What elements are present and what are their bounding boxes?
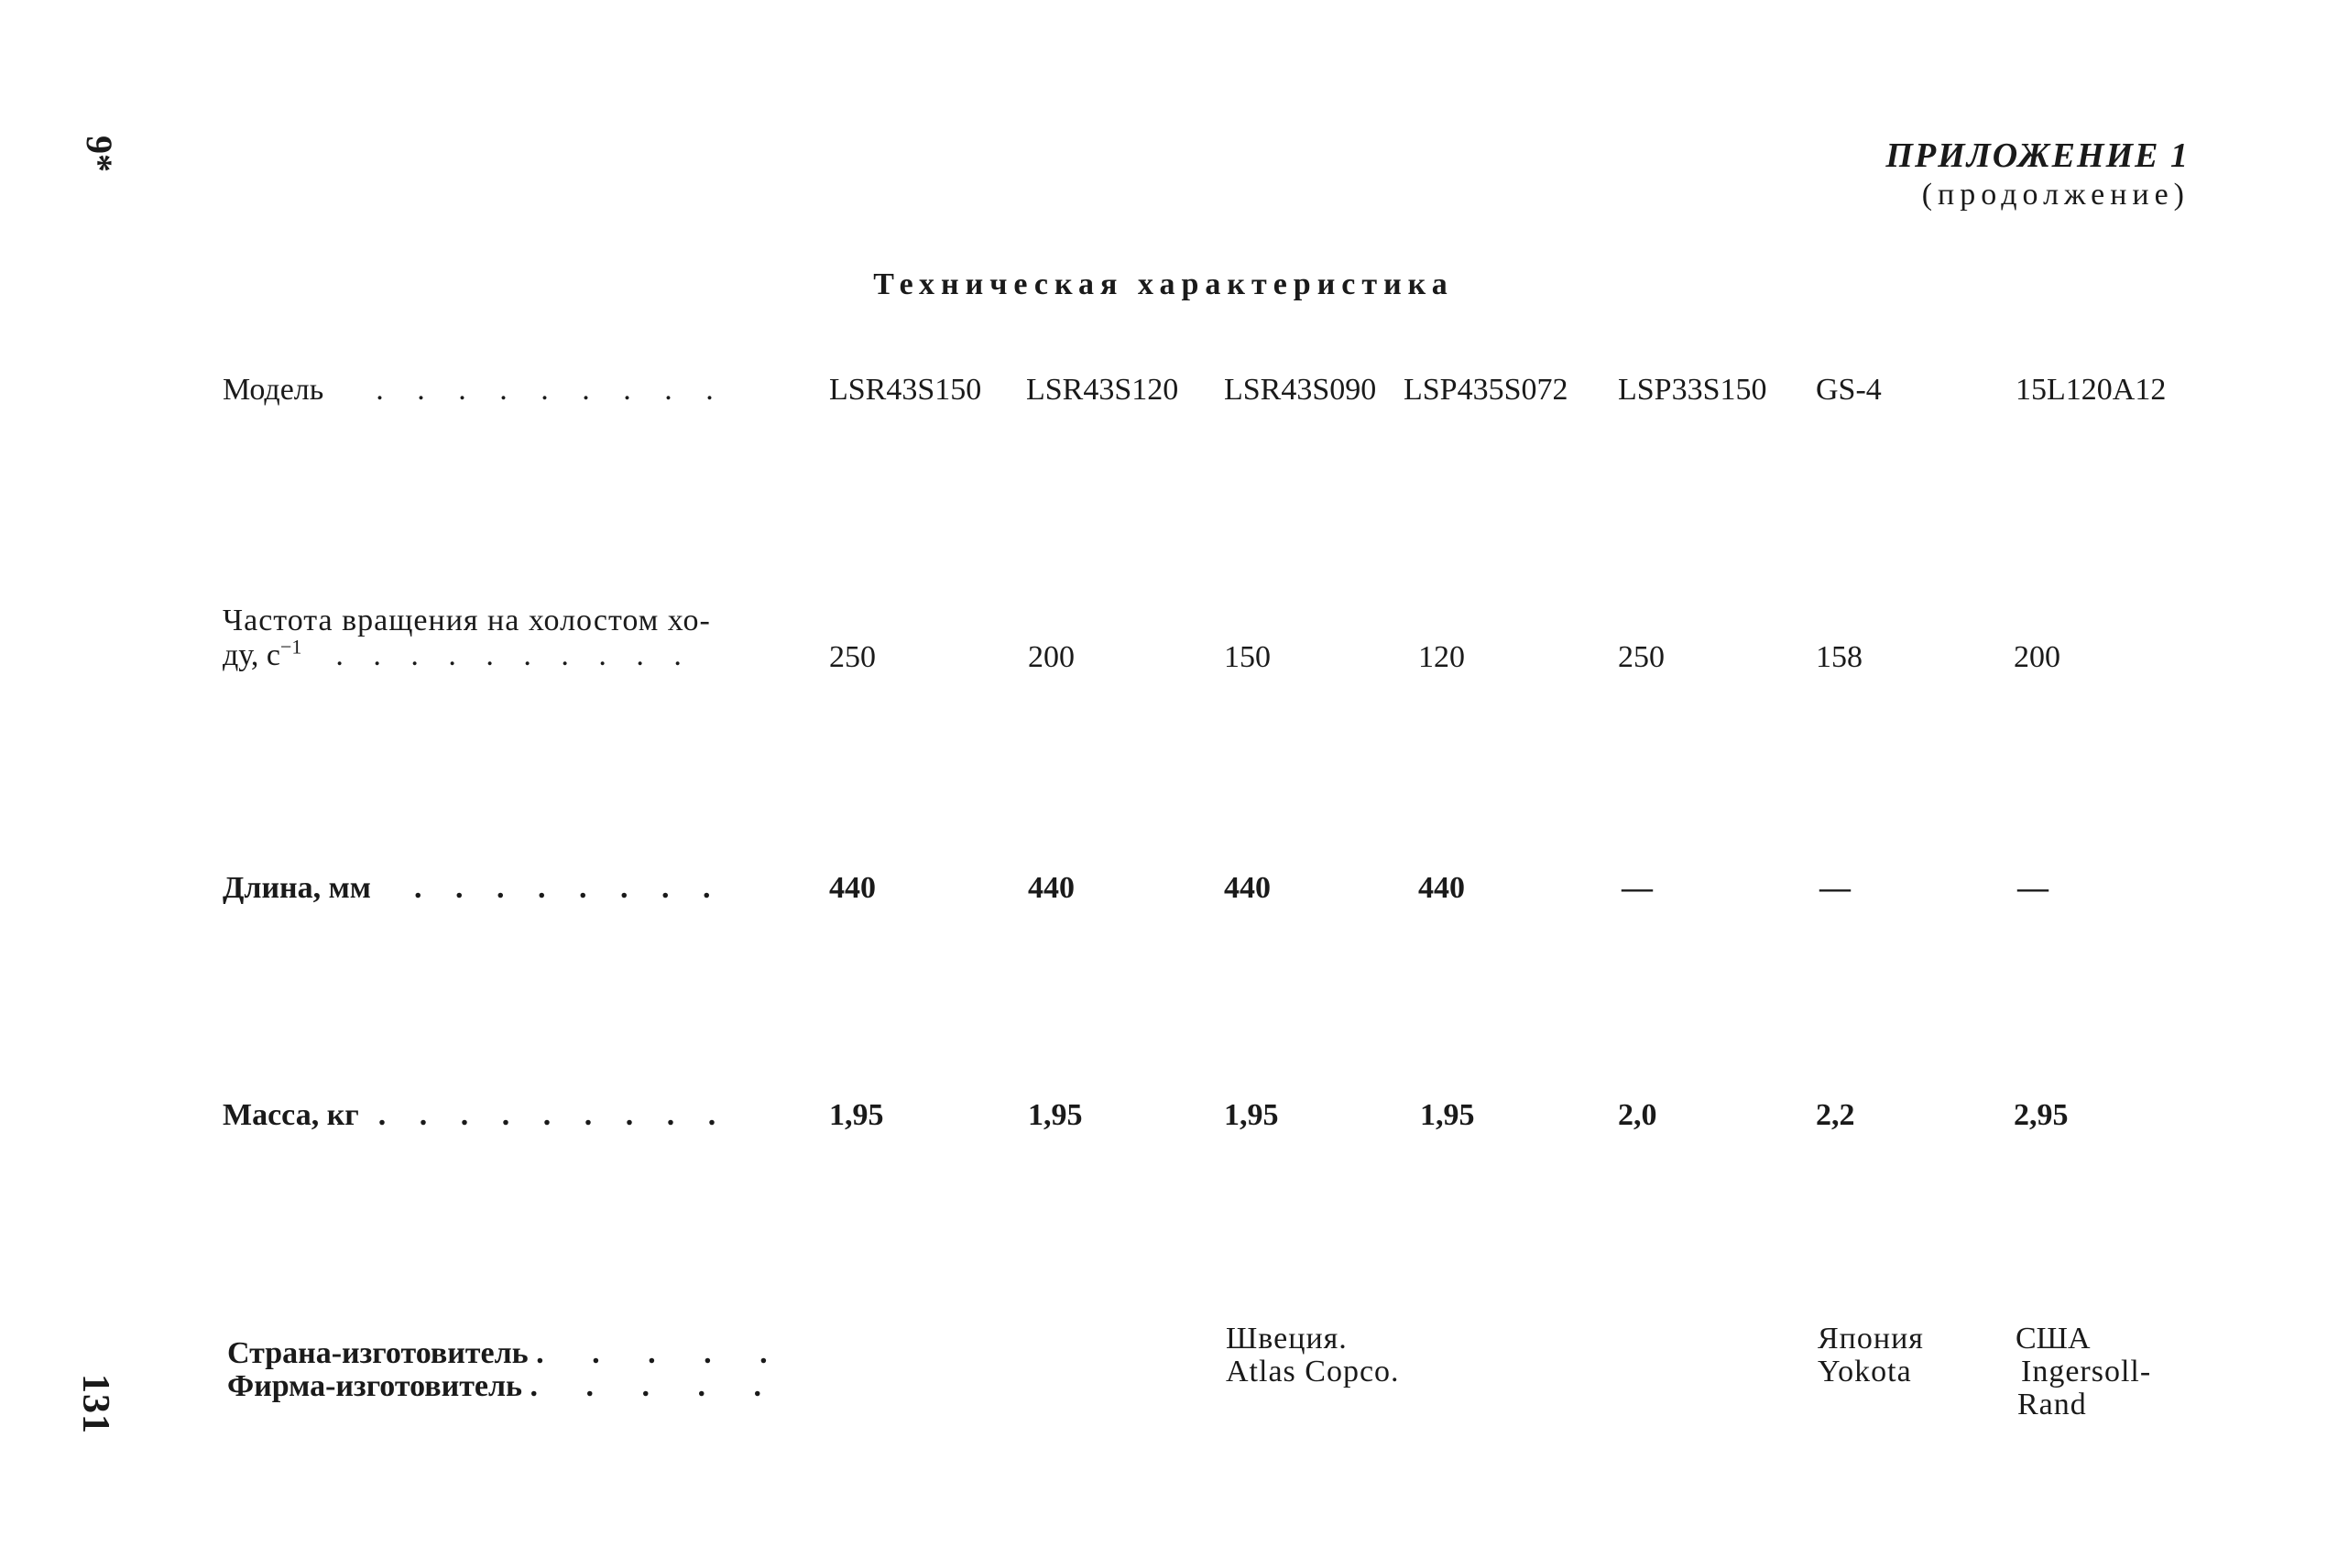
row-label-firm — [227, 1370, 781, 1403]
mass-cell: 1,95 — [1420, 1098, 1475, 1132]
page-number: 131 — [74, 1374, 116, 1434]
sweden-firm: Atlas Copco. — [1226, 1355, 1400, 1388]
country-label-text: Страна-изготовитель — [227, 1336, 529, 1370]
length-cell: 440 — [1418, 871, 1465, 905]
length-cell: — — [1622, 871, 1653, 905]
frequency-cell: 120 — [1418, 640, 1465, 674]
row-label-mass — [223, 1099, 728, 1132]
frequency-cell: 250 — [1618, 640, 1665, 674]
sweden-maker — [1226, 1323, 1400, 1388]
length-label-text: Длина, мм — [223, 871, 371, 905]
mass-cell: 1,95 — [829, 1098, 884, 1132]
country-dots: . . . . . — [536, 1336, 788, 1370]
model-cell: LSR43S150 — [829, 373, 982, 407]
model-cell: GS-4 — [1816, 373, 1882, 407]
mass-cell: 2,2 — [1816, 1098, 1855, 1132]
usa-country: США — [2016, 1322, 2091, 1356]
usa-maker — [2016, 1323, 2151, 1421]
frequency-cell: 150 — [1224, 640, 1271, 674]
length-cell: 440 — [829, 871, 876, 905]
model-cell: LSP435S072 — [1404, 373, 1568, 407]
length-cell: 440 — [1224, 871, 1271, 905]
appendix-heading — [1885, 136, 2190, 212]
row-label-model — [223, 374, 727, 407]
appendix-subtitle: (продолжение) — [1921, 178, 2190, 212]
document-title: Техническая характеристика — [873, 267, 1454, 301]
frequency-dots: . . . . . . . . . . — [335, 638, 693, 672]
length-cell: — — [1819, 871, 1851, 905]
model-cell: 15L120A12 — [2016, 373, 2167, 407]
frequency-cell: 250 — [829, 640, 876, 674]
frequency-cell: 200 — [1028, 640, 1075, 674]
model-dots: . . . . . . . . . — [376, 373, 727, 407]
mass-cell: 1,95 — [1224, 1098, 1279, 1132]
japan-country: Япония — [1818, 1322, 1924, 1356]
mass-cell: 2,0 — [1618, 1098, 1657, 1132]
frequency-cell: 158 — [1816, 640, 1863, 674]
model-cell: LSR43S090 — [1224, 373, 1377, 407]
mass-label-text: Масса, кг — [223, 1098, 359, 1132]
frequency-label-sup: −1 — [280, 635, 302, 659]
length-cell: — — [2017, 871, 2048, 905]
japan-firm: Yokota — [1818, 1355, 1912, 1388]
row-label-frequency-line2 — [223, 635, 693, 672]
appendix-title: ПРИЛОЖЕНИЕ 1 — [1885, 136, 2190, 175]
usa-firm-line2: Rand — [2017, 1388, 2087, 1421]
usa-firm-line1: Ingersoll- — [2021, 1355, 2152, 1388]
mass-cell: 2,95 — [2014, 1098, 2069, 1132]
length-dots: . . . . . . . . — [413, 871, 724, 905]
row-label-length — [223, 872, 723, 905]
row-label-frequency-line1: Частота вращения на холостом хо- — [223, 604, 711, 637]
length-cell: 440 — [1028, 871, 1075, 905]
model-label-text: Модель — [223, 373, 324, 407]
page-mark-top: 9* — [79, 136, 120, 172]
firm-dots: . . . . . — [530, 1369, 782, 1403]
model-cell: LSP33S150 — [1618, 373, 1767, 407]
row-label-country — [227, 1337, 788, 1370]
frequency-label-text: ду, с — [223, 638, 280, 672]
mass-dots: . . . . . . . . . — [377, 1098, 729, 1132]
mass-cell: 1,95 — [1028, 1098, 1083, 1132]
model-cell: LSR43S120 — [1026, 373, 1179, 407]
firm-label-text: Фирма-изготовитель — [227, 1369, 523, 1403]
frequency-cell: 200 — [2014, 640, 2060, 674]
japan-maker — [1818, 1323, 1924, 1388]
sweden-country: Швеция. — [1226, 1322, 1348, 1356]
